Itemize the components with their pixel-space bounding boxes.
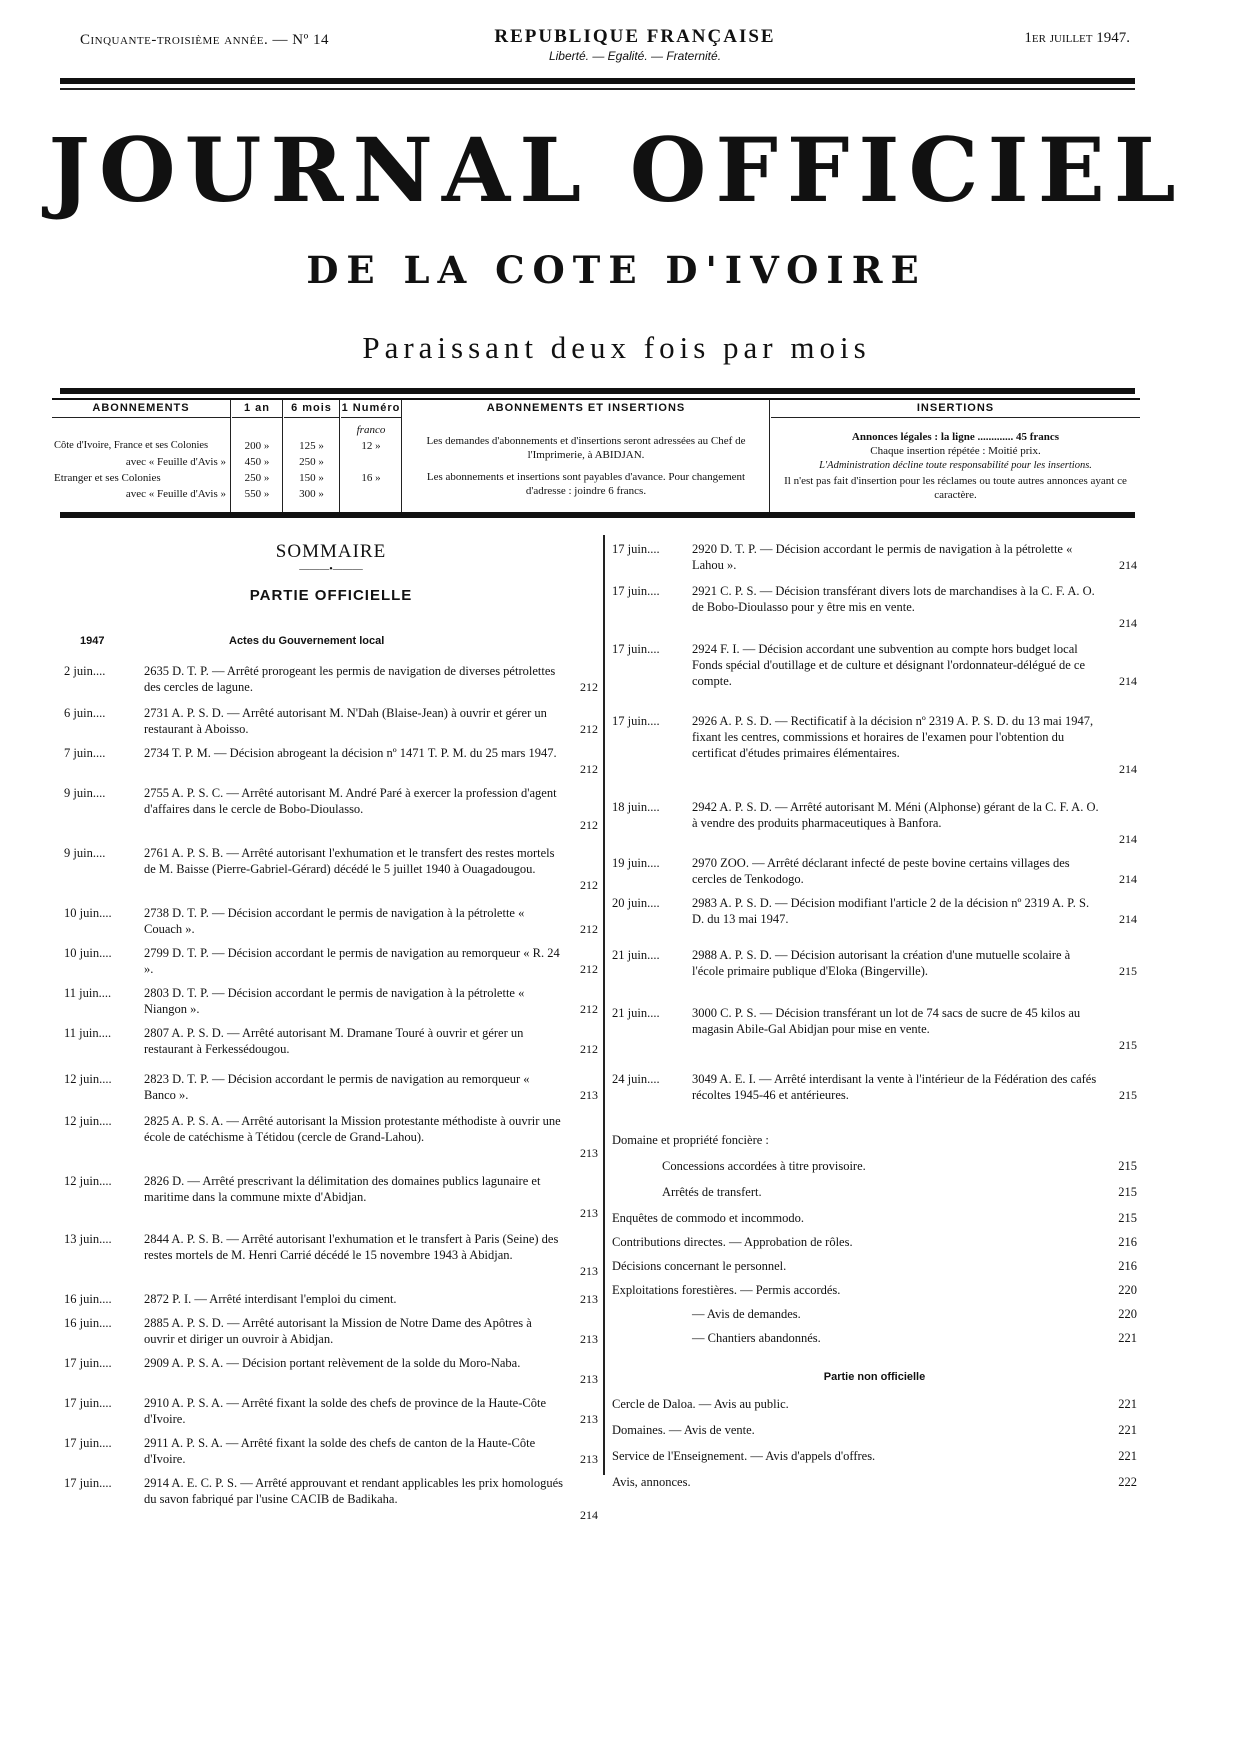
- entry-text: 2823 D. T. P. — Décision accordant le permis de navigation au remorqueur « Banco ».: [144, 1072, 530, 1102]
- franco-label: franco: [356, 424, 386, 436]
- entry-text: 2803 D. T. P. — Décision accordant le permis de navigation à la pétrolette « Niangon ».: [144, 986, 525, 1016]
- page-number: 214: [1119, 616, 1137, 630]
- entry-date: 21 juin....: [612, 948, 660, 962]
- entry-text: 2825 A. P. S. A. — Arrêté autorisant la Mission protestante méthodiste à ouvrir une école de catéchisme à Tétidou (cercle de Grand-Lahou).: [144, 1114, 561, 1144]
- entry-date: 9 juin....: [64, 786, 106, 800]
- entry-text: 2921 C. P. S. — Décision transférant divers lots de marchandises à la C. F. A. O. de Bobo-Dioulasso pour y être mis en vente.: [692, 584, 1095, 614]
- page-number: 212: [580, 680, 598, 694]
- page-number: 212: [580, 922, 598, 936]
- item-text: — Chantiers abandonnés.: [692, 1331, 821, 1345]
- entry-date: 16 juin....: [64, 1292, 112, 1306]
- entry-text: 2926 A. P. S. D. — Rectificatif à la décision nº 2319 A. P. S. D. du 13 mai 1947, fixant les centres, commissions et horaires de l'examen pour l'obtention du certificat d'études primaires élémentaires.: [692, 714, 1094, 760]
- abon-row-label: avec « Feuille d'Avis »: [125, 488, 226, 500]
- page-number: 214: [1119, 912, 1137, 926]
- entry-date: 17 juin....: [612, 542, 660, 556]
- page-number: 213: [580, 1452, 598, 1466]
- entry-text: 2807 A. P. S. D. — Arrêté autorisant M. Dramane Touré à ouvrir et gérer un restaurant à Ferkessédougou.: [144, 1026, 524, 1056]
- entry-text: 2988 A. P. S. D. — Décision autorisant la création d'une mutuelle scolaire à l'école primaire publique d'Eloka (Bingerville).: [692, 948, 1071, 978]
- entry-text: 2731 A. P. S. D. — Arrêté autorisant M. N'Dah (Blaise-Jean) à ouvrir et gérer un restaurant à Aboisso.: [144, 706, 547, 736]
- entry-date: 21 juin....: [612, 1006, 660, 1020]
- entry-date: 17 juin....: [64, 1356, 112, 1370]
- entry-date: 24 juin....: [612, 1072, 660, 1086]
- entry-date: 9 juin....: [64, 846, 106, 860]
- sommaire-entry: [64, 945, 598, 977]
- mid-header: ABONNEMENTS ET INSERTIONS: [486, 402, 686, 414]
- item-text: Exploitations forestières. — Permis accordés.: [612, 1283, 841, 1297]
- entry-date: 17 juin....: [64, 1396, 112, 1410]
- entry-text: 3049 A. E. I. — Arrêté interdisant la vente à l'intérieur de la Fédération des cafés récoltes 1945-46 et antérieures.: [692, 1072, 1097, 1102]
- page-number: 214: [1119, 872, 1137, 886]
- entry-date: 17 juin....: [64, 1436, 112, 1450]
- sommaire-entry: [64, 1315, 598, 1347]
- page-number: 213: [580, 1146, 598, 1160]
- sommaire-entry: [612, 799, 1137, 847]
- item-text: Contributions directes. — Approbation de rôles.: [612, 1235, 853, 1249]
- entry-date: 17 juin....: [612, 584, 660, 598]
- entry-text: 2635 D. T. P. — Arrêté prorogeant les permis de navigation de diverses pétrolettes des cercles de lagune.: [144, 664, 556, 694]
- price: 200 »: [244, 440, 270, 452]
- page-number: 220: [1118, 1307, 1137, 1321]
- item-text: Cercle de Daloa. — Avis au public.: [612, 1397, 789, 1411]
- entry-text: 2799 D. T. P. — Décision accordant le permis de navigation au remorqueur « R. 24 ».: [144, 946, 560, 976]
- domaine-title: Domaine et propriété foncière :: [612, 1133, 769, 1147]
- sommaire-entry: [64, 985, 598, 1017]
- page-number: 221: [1118, 1449, 1137, 1463]
- abon-row-label: Etranger et ses Colonies: [54, 472, 161, 484]
- sommaire-entry: [64, 1435, 598, 1467]
- page-number: 214: [580, 1508, 598, 1522]
- sommaire-entry: [612, 713, 1137, 777]
- page-number: 215: [1119, 964, 1137, 978]
- page-number: 216: [1118, 1259, 1137, 1273]
- page-number: 213: [580, 1088, 598, 1102]
- entry-text: 3000 C. P. S. — Décision transférant un lot de 74 sacs de sucre de 45 kilos au magasin Abile-Gal Abidjan pour mise en vente.: [692, 1006, 1081, 1036]
- ins-line: Annonces légales : la ligne ............. 45 francs: [851, 431, 1060, 443]
- an-col: [232, 400, 283, 516]
- entry-text: 2942 A. P. S. D. — Arrêté autorisant M. Méni (Alphonse) gérant de la C. F. A. O. à vendre des produits pharmaceutiques à Banfora.: [692, 800, 1099, 830]
- sommaire-entry: [64, 1355, 598, 1387]
- entry-text: 2761 A. P. S. B. — Arrêté autorisant l'exhumation et le transfert des restes mortels de M. Baisse (Pierre-Gabriel-Gérard) décédé le 5 juillet 1940 à Ouagadougou.: [144, 846, 555, 876]
- ornament: ———•———: [299, 564, 363, 575]
- item-text: Concessions accordées à titre provisoire.: [662, 1159, 866, 1173]
- entry-date: 10 juin....: [64, 946, 112, 960]
- entry-text: 2734 T. P. M. — Décision abrogeant la décision nº 1471 T. P. M. du 25 mars 1947.: [144, 746, 557, 760]
- year-label: 1947: [80, 635, 105, 647]
- entry-date: 12 juin....: [64, 1114, 112, 1128]
- entry-text: 2738 D. T. P. — Décision accordant le permis de navigation à la pétrolette « Couach ».: [144, 906, 525, 936]
- mid-col: [403, 400, 770, 516]
- entry-date: 10 juin....: [64, 906, 112, 920]
- entry-date: 11 juin....: [64, 986, 112, 1000]
- entry-text: 2910 A. P. S. A. — Arrêté fixant la solde des chefs de province de la Haute-Côte d'Ivoire.: [144, 1396, 546, 1426]
- price: 125 »: [299, 440, 324, 452]
- mid-text: Les demandes d'abonnements et d'insertions seront adressées au Chef de l'Imprimerie, à ABIDJAN.: [426, 435, 746, 461]
- misc-item: [612, 1211, 1137, 1226]
- entry-text: 2885 A. P. S. D. — Arrêté autorisant la Mission de Notre Dame des Apôtres à ouvrir et diriger un ouvroir à Abidjan.: [144, 1316, 532, 1346]
- misc-item: [612, 1283, 1137, 1298]
- abon-row-label: Côte d'Ivoire, France et ses Colonies: [54, 440, 209, 451]
- entry-text: 2970 ZOO. — Arrêté déclarant infecté de peste bovine certains villages des cercles de Tenkodogo.: [692, 856, 1070, 886]
- an-header: 1 an: [232, 402, 282, 418]
- numero-col: [341, 400, 402, 516]
- page-number: 221: [1118, 1331, 1137, 1345]
- sommaire-title: SOMMAIRE: [275, 541, 387, 562]
- price: 450 »: [244, 456, 270, 468]
- page-number: 214: [1119, 558, 1137, 572]
- page-number: 213: [580, 1372, 598, 1386]
- ins-line: Il n'est pas fait d'insertion pour les réclames ou toute autres annonces ayant ce caractère.: [784, 475, 1127, 501]
- sommaire-entry: [612, 641, 1137, 689]
- entry-date: 11 juin....: [64, 1026, 112, 1040]
- sommaire-entry: [64, 905, 598, 937]
- masthead-frequency: Paraissant deux fois par mois: [362, 330, 871, 365]
- entry-text: 2872 P. I. — Arrêté interdisant l'emploi du ciment.: [144, 1292, 397, 1306]
- masthead-subtitle: DE LA COTE D'IVOIRE: [306, 248, 927, 292]
- entry-date: 16 juin....: [64, 1316, 112, 1330]
- masthead-title: JOURNAL OFFICIEL: [48, 118, 1185, 222]
- item-text: Service de l'Enseignement. — Avis d'appels d'offres.: [612, 1449, 876, 1463]
- page-number: 213: [580, 1412, 598, 1426]
- page-number: 213: [580, 1292, 598, 1306]
- page-number: 221: [1118, 1423, 1137, 1437]
- entry-text: 2920 D. T. P. — Décision accordant le permis de navigation à la pétrolette « Lahou ».: [692, 542, 1073, 572]
- devise: Liberté. — Egalité. — Fraternité.: [548, 49, 722, 63]
- entry-text: 2983 A. P. S. D. — Décision modifiant l'article 2 de la décision nº 2319 A. P. S. D. du 13 mai 1947.: [692, 896, 1090, 926]
- price: 16 »: [361, 472, 381, 484]
- ins-line: Chaque insertion répétée : Moitié prix.: [870, 445, 1041, 457]
- partie-officielle: PARTIE OFFICIELLE: [249, 587, 413, 604]
- misc-item: [612, 1259, 1137, 1274]
- entry-date: 19 juin....: [612, 856, 660, 870]
- entry-date: 7 juin....: [64, 746, 106, 760]
- price: 300 »: [299, 488, 324, 500]
- sommaire-entry: [612, 1005, 1137, 1053]
- non-item: [612, 1397, 1137, 1412]
- entry-date: 12 juin....: [64, 1174, 112, 1188]
- page-number: 212: [580, 1042, 598, 1056]
- abon-row-label: avec « Feuille d'Avis »: [125, 456, 226, 468]
- sommaire-entry: [64, 663, 598, 695]
- sommaire-entry: [64, 1475, 598, 1523]
- entry-date: 20 juin....: [612, 896, 660, 910]
- entry-text: 2826 D. — Arrêté prescrivant la délimitation des domaines publics lagunaire et maritime dans la commune mixte d'Abidjan.: [144, 1174, 541, 1204]
- sommaire-entry: [612, 541, 1137, 573]
- domaine-item: [612, 1159, 1137, 1174]
- page-number: 215: [1119, 1038, 1137, 1052]
- issue-number: Cinquante-troisième année. — Nº 14: [80, 32, 329, 48]
- page-number: 212: [580, 818, 598, 832]
- price: 250 »: [244, 472, 270, 484]
- non-item: [612, 1475, 1137, 1490]
- entry-date: 6 juin....: [64, 706, 106, 720]
- sommaire-entry: [64, 1291, 598, 1307]
- rule-top-thin: [60, 88, 1135, 90]
- page-number: 212: [580, 762, 598, 776]
- sommaire-entry: [64, 705, 598, 737]
- entry-date: 17 juin....: [64, 1476, 112, 1490]
- sommaire-entry: [612, 855, 1137, 887]
- sommaire-entry: [64, 1113, 598, 1161]
- item-text: Domaines. — Avis de vente.: [612, 1423, 755, 1437]
- numero-header: 1 Numéro: [341, 402, 401, 418]
- page-number: 220: [1118, 1283, 1137, 1297]
- issue-date: 1er juillet 1947.: [1024, 30, 1130, 46]
- page-number: 215: [1118, 1159, 1137, 1173]
- sommaire-entry: [64, 1025, 598, 1057]
- misc-item: [612, 1235, 1137, 1250]
- entry-date: 17 juin....: [612, 714, 660, 728]
- subscription-box: [52, 398, 1140, 516]
- page-number: 213: [580, 1206, 598, 1220]
- page-number: 212: [580, 722, 598, 736]
- page-number: 216: [1118, 1235, 1137, 1249]
- page-number: 221: [1118, 1397, 1137, 1411]
- sommaire-entry: [64, 1071, 598, 1103]
- page-number: 213: [580, 1264, 598, 1278]
- page-number: 215: [1119, 1088, 1137, 1102]
- page-number: 215: [1118, 1185, 1137, 1199]
- sommaire-entry: [64, 1395, 598, 1427]
- entry-text: 2755 A. P. S. C. — Arrêté autorisant M. André Paré à exercer la profession d'agent d'affaires dans le cercle de Bobo-Dioulasso.: [144, 786, 557, 816]
- mois-col: [284, 400, 340, 516]
- page-number: 215: [1118, 1211, 1137, 1225]
- non-item: [612, 1423, 1137, 1438]
- page-number: 212: [580, 878, 598, 892]
- ins-line: L'Administration décline toute responsabilité pour les insertions.: [819, 460, 1092, 471]
- price: 550 »: [244, 488, 270, 500]
- sommaire-entry: [612, 895, 1137, 927]
- column-divider: [603, 535, 605, 1475]
- misc-item: [612, 1331, 1137, 1346]
- rule-box-bottom: [60, 512, 1135, 518]
- page-number: 214: [1119, 762, 1137, 776]
- page-number: 213: [580, 1332, 598, 1346]
- rule-top: [60, 78, 1135, 84]
- misc-item: [612, 1307, 1137, 1322]
- insertions-col: [771, 400, 1140, 516]
- republic-header: [475, 26, 795, 63]
- entry-date: 12 juin....: [64, 1072, 112, 1086]
- rule-mast: [60, 388, 1135, 394]
- page-number: 214: [1119, 674, 1137, 688]
- page-number: 212: [580, 1002, 598, 1016]
- page-number: 214: [1119, 832, 1137, 846]
- entry-date: 18 juin....: [612, 800, 660, 814]
- abonnements-header: ABONNEMENTS: [52, 402, 230, 418]
- sommaire-entry: [612, 583, 1137, 631]
- mois-header: 6 mois: [284, 402, 339, 418]
- sommaire-entry: [64, 785, 598, 833]
- entry-text: 2909 A. P. S. A. — Décision portant relèvement de la solde du Moro-Naba.: [144, 1356, 521, 1370]
- entry-text: 2924 F. I. — Décision accordant une subvention au compte hors budget local Fonds spécial d'outillage et de culture et désignant l'ordonnateur-délégué de ce compte.: [692, 642, 1086, 688]
- price: 12 »: [361, 440, 381, 452]
- page-number: 222: [1118, 1475, 1137, 1489]
- item-text: Décisions concernant le personnel.: [612, 1259, 787, 1273]
- item-text: — Avis de demandes.: [692, 1307, 801, 1321]
- republique-label: REPUBLIQUE FRANÇAISE: [494, 26, 776, 47]
- sommaire-entry: [64, 745, 598, 777]
- entry-date: 13 juin....: [64, 1232, 112, 1246]
- abonnements-col: [52, 400, 231, 516]
- price: 250 »: [299, 456, 324, 468]
- sommaire-entry: [612, 947, 1137, 979]
- domaine-item: [612, 1185, 1137, 1200]
- mid-text: Les abonnements et insertions sont payables d'avance. Pour changement d'adresse : joindre 6 francs.: [426, 471, 746, 497]
- sommaire-entry: [612, 1071, 1137, 1103]
- price: 150 »: [299, 472, 324, 484]
- entry-text: 2914 A. E. C. P. S. — Arrêté approuvant et rendant applicables les prix homologués du savon fabriqué par l'usine CACIB de Badikaha.: [144, 1476, 564, 1506]
- sommaire-entry: [64, 845, 598, 893]
- item-text: Avis, annonces.: [612, 1475, 691, 1489]
- partie-non-officielle: Partie non officielle: [823, 1371, 926, 1383]
- sommaire-entry: [64, 1173, 598, 1221]
- entry-text: 2911 A. P. S. A. — Arrêté fixant la solde des chefs de canton de la Haute-Côte d'Ivoire.: [144, 1436, 536, 1466]
- item-text: Enquêtes de commodo et incommodo.: [612, 1211, 804, 1225]
- entry-text: 2844 A. P. S. B. — Arrêté autorisant l'exhumation et le transfert à Paris (Seine) des restes mortels de M. Henri Carrié décédé le 15 novembre 1943 à Abidjan.: [144, 1232, 559, 1262]
- sommaire-entry: [64, 1231, 598, 1279]
- insertions-header: INSERTIONS: [771, 402, 1140, 418]
- entry-date: 17 juin....: [612, 642, 660, 656]
- page-number: 212: [580, 962, 598, 976]
- entry-date: 2 juin....: [64, 664, 106, 678]
- item-text: Arrêtés de transfert.: [662, 1185, 762, 1199]
- non-item: [612, 1449, 1137, 1464]
- actes-label: Actes du Gouvernement local: [229, 635, 385, 647]
